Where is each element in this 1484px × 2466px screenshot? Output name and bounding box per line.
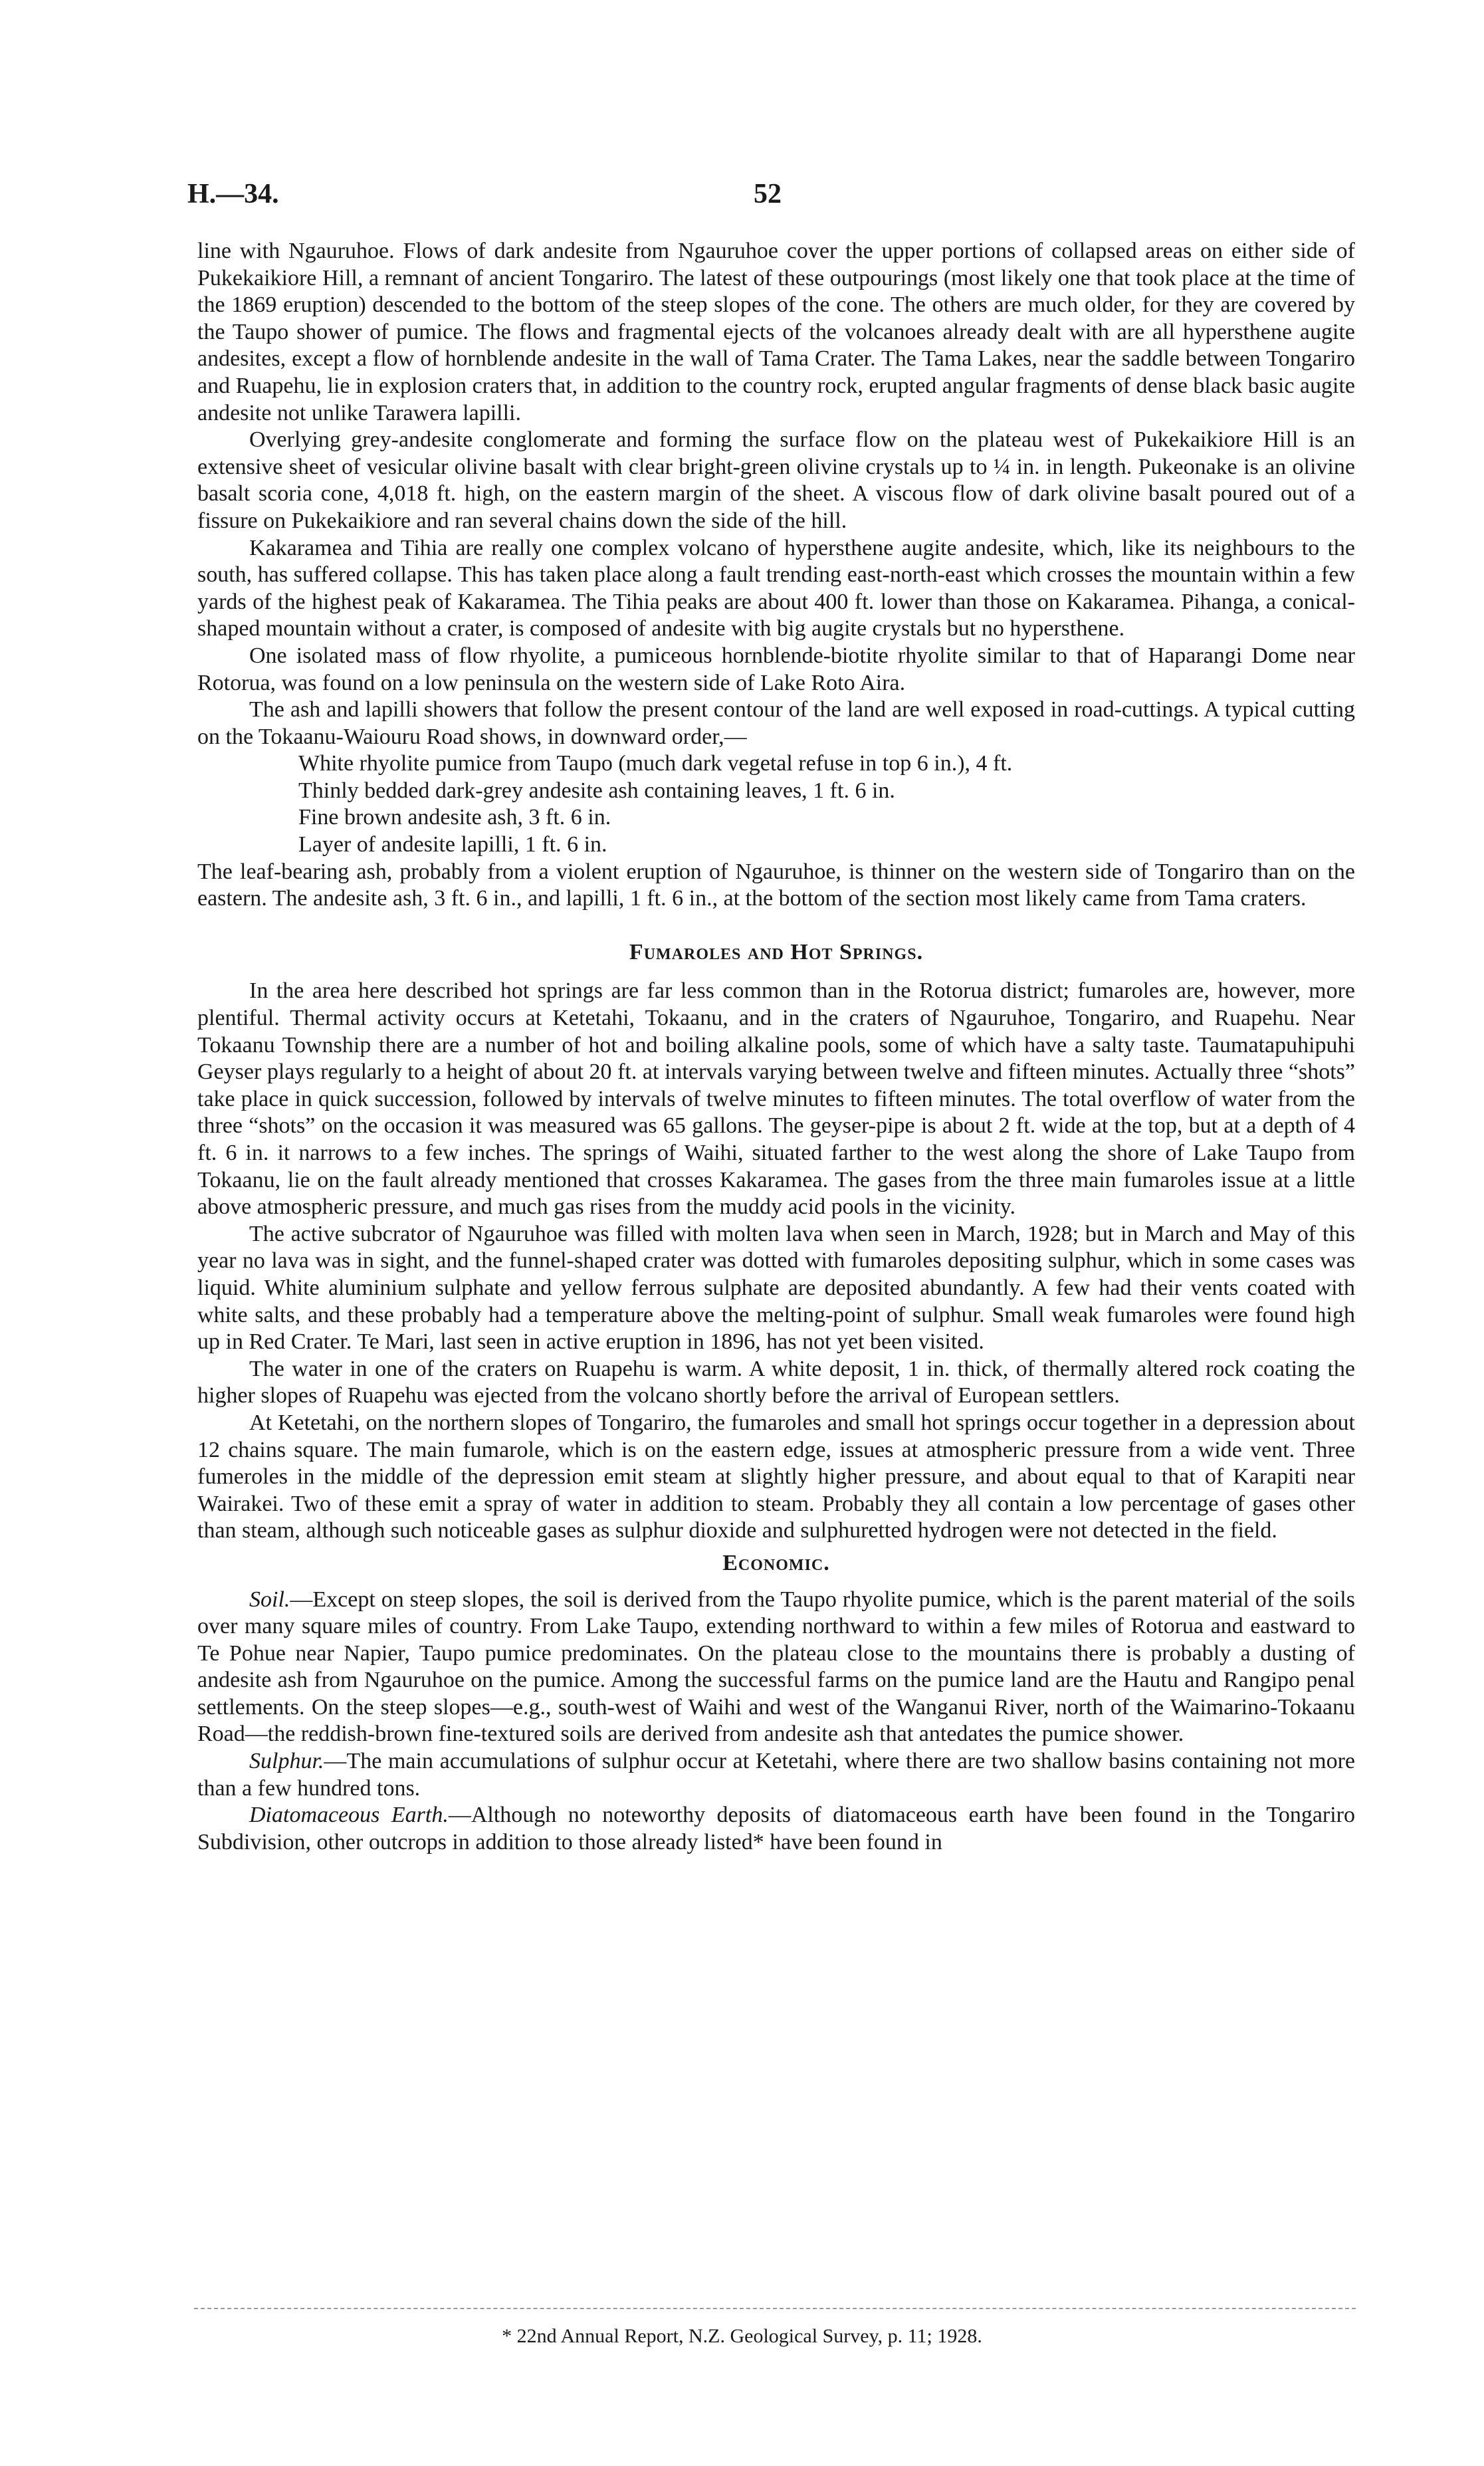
soil-text: —Except on steep slopes, the soil is derived from the Taupo rhyolite pumice, which is the parent material of the soils over many square miles of country. From Lake Taupo, extending northward to within a few miles of Rotorua and eastward to Te Pohue near Napier, Taupo pumice predominates. On the plateau close to the mountains there is probably a dusting of andesite ash from Ngauruhoe on the pumice. Among the successful farms on the pumice land are the Hautu and Rangipo penal settlements. On the steep slopes—e.g., south-west of Waihi and west of the Wanganui River, north of the Waimarino-Tokaanu Road—the reddish-brown fine-textured soils are derived from andesite ash that antedates the pumice shower. <box>197 1587 1355 1747</box>
paragraph-basalt: Overlying grey-andesite conglomerate and forming the surface flow on the plateau west of Pukekaikiore Hill is an extensive sheet of vesicular olivine basalt with clear bright-green olivine crystals up to ¼ in. in length. Pukeonake is an olivine basalt scoria cone, 4,018 ft. high, on the eastern margin of the sheet. A viscous flow of dark olivine basalt poured out of a fissure on Pukekaikiore and ran several chains down the side of the hill. <box>197 427 1355 533</box>
paragraph-diatomaceous-earth <box>197 1802 1355 1856</box>
diatom-text: —Although no noteworthy deposits of diatomaceous earth have been found in the Tongariro Subdivision, other outcrops in addition to those already listed* have been found in <box>197 1803 1355 1854</box>
paragraph-hot-springs: In the area here described hot springs are far less common than in the Rotorua district; fumaroles are, however, more plentiful. Thermal activity occurs at Ketetahi, Tokaanu, and in the craters of Ngauruhoe, Tongariro, and Ruapehu. Near Tokaanu Township there are a number of hot and boiling alkaline pools, some of which have a salty taste. Taumatapuhipuhi Geyser plays regularly to a height of about 20 ft. at intervals varying between twelve and fifteen minutes. Actually three “shots” take place in quick succession, followed by intervals of twelve minutes to fifteen minutes. The total overflow of water from the three “shots” on the occasion it was measured was 65 gallons. The geyser-pipe is about 2 ft. wide at the top, but at a depth of 4 ft. 6 in. it narrows to a few inches. The springs of Waihi, situated farther to the west along the shore of Lake Taupo from Tokaanu, lie on the fault already mentioned that crosses Kakaramea. The gases from the three main fumaroles issue at a little above atmospheric pressure, and much gas rises from the muddy acid pools in the vicinity. <box>197 978 1355 1220</box>
diatom-runin-label: Diatomaceous Earth. <box>249 1803 449 1828</box>
footnote: * 22nd Annual Report, N.Z. Geological Survey, p. 11; 1928. <box>502 2325 982 2347</box>
sulphur-runin-label: Sulphur. <box>249 1749 324 1774</box>
paragraph-kakaramea: Kakaramea and Tihia are really one complex volcano of hypersthene augite andesite, which, like its neighbours to the south, has suffered collapse. This has taken place along a fault trending east-north-east which crosses the mountain within a few yards of the highest peak of Kakaramea. The Tihia peaks are about 400 ft. lower than those on Kakaramea. Pihanga, a conical-shaped mountain without a crater, is composed of andesite with big augite crystals but no hypersthene. <box>197 535 1355 641</box>
paragraph-leaf-bearing-ash: The leaf-bearing ash, probably from a violent eruption of Ngauruhoe, is thinner on the western side of Tongariro than on the eastern. The andesite ash, 3 ft. 6 in., and lapilli, 1 ft. 6 in., at the bottom of the section most likely came from Tama craters. <box>197 859 1355 911</box>
road-cutting-section-list <box>197 750 1355 858</box>
heading-fumaroles: Fumaroles and Hot Springs. <box>629 939 924 964</box>
sulphur-text: —The main accumulations of sulphur occur at Ketetahi, where there are two shallow basins containing not more than a few hundred tons. <box>197 1749 1355 1801</box>
list-item: Layer of andesite lapilli, 1 ft. 6 in. <box>298 832 607 857</box>
page-header <box>187 178 1356 218</box>
heading-economic: Economic. <box>722 1550 830 1575</box>
soil-runin-label: Soil. <box>249 1587 290 1612</box>
paragraph-sulphur <box>197 1748 1355 1802</box>
paragraph-ash-showers: The ash and lapilli showers that follow the present contour of the land are well exposed in road-cuttings. A typical cutting on the Tokaanu-Waiouru Road shows, in downward order,— <box>197 697 1355 749</box>
paragraph-ruapehu: The water in one of the craters on Ruapehu is warm. A white deposit, 1 in. thick, of thermally altered rock coating the higher slopes of Ruapehu was ejected from the volcano shortly before the arrival of European settlers. <box>197 1356 1355 1408</box>
list-item: Thinly bedded dark-grey andesite ash containing leaves, 1 ft. 6 in. <box>298 778 895 803</box>
paragraph-continuation: line with Ngauruhoe. Flows of dark andesite from Ngauruhoe cover the upper portions of collapsed areas on either side of Pukekaikiore Hill, a remnant of ancient Tongariro. The latest of these outpourings (most likely one that took place at the time of the 1869 eruption) descended to the bottom of the steep slopes of the cone. The others are much older, for they are covered by the Taupo shower of pumice. The flows and fragmental ejects of the volcanoes already dealt with are all hypersthene augite andesites, except a flow of hornblende andesite in the wall of Tama Crater. The Tama Lakes, near the saddle between Tongariro and Ruapehu, lie in explosion craters that, in addition to the country rock, erupted angular fragments of dense black basic augite andesite not unlike Tarawera lapilli. <box>197 239 1355 425</box>
paragraph-rhyolite: One isolated mass of flow rhyolite, a pumiceous hornblende-biotite rhyolite similar to that of Haparangi Dome near Rotorua, was found on a low peninsula on the western side of Lake Roto Aira. <box>197 643 1355 695</box>
paragraph-soil <box>197 1587 1355 1749</box>
paragraph-ngauruhoe: The active subcrator of Ngauruhoe was filled with molten lava when seen in March, 1928; but in March and May of this year no lava was in sight, and the funnel-shaped crater was dotted with fumaroles depositing sulphur, which in some cases was liquid. White aluminium sulphate and yellow ferrous sulphate are deposited abundantly. A few had their vents coated with white salts, and these probably had a temperature above the melting-point of sulphur. Small weak fumaroles were found high up in Red Crater. Te Mari, last seen in active eruption in 1896, has not yet been visited. <box>197 1221 1355 1355</box>
document-reference: H.—34. <box>187 179 279 209</box>
footnote-divider <box>194 2308 1356 2309</box>
page-number: 52 <box>754 179 782 209</box>
paragraph-ketetahi: At Ketetahi, on the northern slopes of Tongariro, the fumaroles and small hot springs occur together in a depression about 12 chains square. The main fumarole, which is on the eastern edge, issues at atmospheric pressure from a wide vent. Three fumeroles in the middle of the depression emit steam at slightly higher pressure, and about equal to that of Karapiti near Wairakei. Two of these emit a spray of water in addition to steam. Probably they all contain a low percentage of gases other than steam, although such noticeable gases as sulphur dioxide and sulphuretted hydrogen were not detected in the field. <box>197 1410 1355 1543</box>
list-item: White rhyolite pumice from Taupo (much dark vegetal refuse in top 6 in.), 4 ft. <box>298 751 1013 776</box>
list-item: Fine brown andesite ash, 3 ft. 6 in. <box>298 805 611 830</box>
body-text <box>197 238 1355 1856</box>
